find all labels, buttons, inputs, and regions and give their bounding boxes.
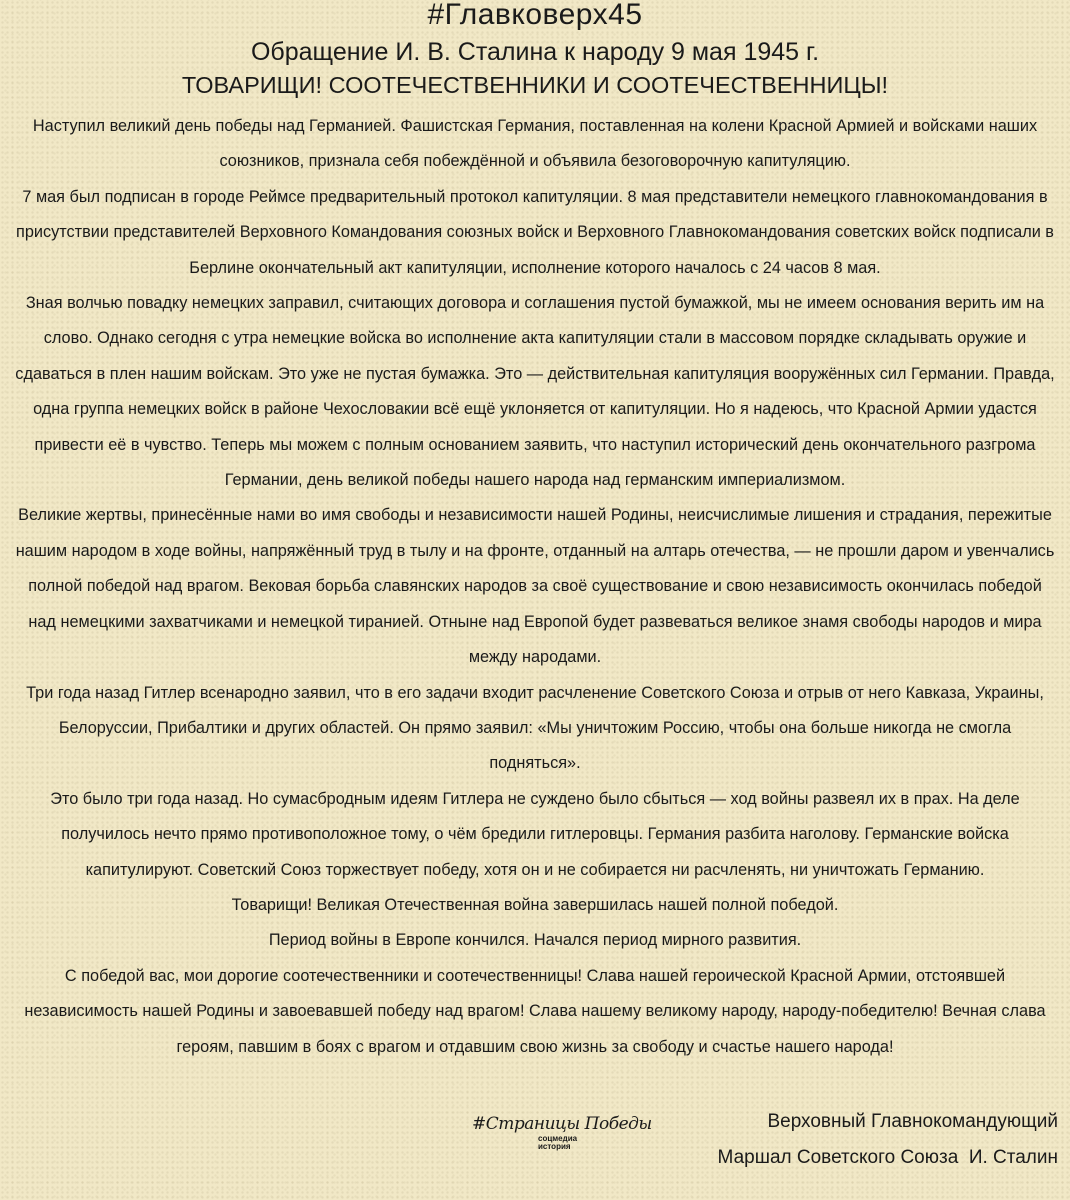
hashtag-title: #Главковерх45 [427, 0, 643, 31]
document-subtitle: Обращение И. В. Сталина к народу 9 мая 1945 г. [250, 38, 820, 66]
speech-body [14, 109, 1056, 1065]
logo-caption [538, 1135, 577, 1151]
paragraph: Великие жертвы, принесённые нами во имя свободы и независимости нашей Родины, неисчислимые лишения и страдания, пережитые нашим народом в ходе войны, напряжённый труд в тылу и на фронте, отданный на алтарь отечества, — не прошли даром и увенчались полной победой над врагом. Вековая борьба славянских народов за своё существование и свою независимость окончилась победой над немецкими захватчиками и немецкой тиранией. Отныне над Европой будет развеваться великое знамя свободы народов и мира между народами. [15, 506, 1055, 667]
paragraph: Это было три года назад. Но сумасбродным идеям Гитлера не суждено было сбыться — ход войны развеял их в прах. На деле получилось нечто прямо противоположное тому, о чём бредили гитлеровцы. Германия разбита наголову. Германские войска капитулируют. Советский Союз торжествует победу, хотя он и не собирается ни расчленять, ни уничтожать Германию. [50, 789, 1020, 879]
signature-name: Маршал Советского Союза И. Сталин [717, 1147, 1058, 1168]
paragraph: Период войны в Европе кончился. Начался период мирного развития. [268, 931, 802, 950]
signature-title: Верховный Главнокомандующий [767, 1111, 1058, 1132]
paragraph: Товарищи! Великая Отечественная война завершилась нашей полной победой. [231, 895, 839, 914]
logo-caption-line: история [538, 1142, 571, 1151]
address-heading: ТОВАРИЩИ! СООТЕЧЕСТВЕННИКИ И СООТЕЧЕСТВЕННИЦЫ! [181, 72, 889, 98]
paragraph: 7 мая был подписан в городе Реймсе предварительный протокол капитуляции. 8 мая представители немецкого главнокомандования в присутствии представителей Верховного Командования союзных войск и Верховного Главнокомандования советских войск подписали в Берлине окончательный акт капитуляции, исполнение которого началось с 24 часов 8 мая. [16, 187, 1054, 277]
logo-script-text: #Страницы Победы [472, 1114, 652, 1134]
paragraph: С победой вас, мои дорогие соотечественники и соотечественницы! Слава нашей героической Красной Армии, отстоявшей независимость нашей Родины и завоевавшей победу над врагом! Слава нашему великому народу, народу-победителю! Вечная слава героям, павшим в боях с врагом и отдавшим свою жизнь за свободу и счастье нашего народа! [24, 966, 1046, 1056]
paragraph: Зная волчью повадку немецких заправил, считающих договора и соглашения пустой бумажкой, мы не имеем основания верить им на слово. Однако сегодня с утра немецкие войска во исполнение акта капитуляции стали в массовом порядке складывать оружие и сдаваться в плен нашим войскам. Это уже не пустая бумажка. Это — действительная капитуляция вооружённых сил Германии. Правда, одна группа немецких войск в районе Чехословакии всё ещё уклоняется от капитуляции. Но я надеюсь, что Красной Армии удастся привести её в чувство. Теперь мы можем с полным основанием заявить, что наступил исторический день окончательного разгрома Германии, день великой победы нашего народа над германским империализмом. [15, 294, 1055, 490]
logo-caption-line: соцмедиа [538, 1134, 578, 1143]
paragraph: Наступил великий день победы над Германией. Фашистская Германия, поставленная на колени Красной Армией и войсками наших союзников, признала себя побеждённой и объявила безоговорочную капитуляцию. [32, 117, 1038, 171]
strаnitsy-pobedy-logo [472, 1113, 652, 1155]
paragraph: Три года назад Гитлер всенародно заявил, что в его задачи входит расчленение Советского Союза и отрыв от него Кавказа, Украины, Белоруссии, Прибалтики и других областей. Он прямо заявил: «Мы уничтожим Россию, чтобы она больше никогда не смогла подняться». [26, 683, 1044, 773]
